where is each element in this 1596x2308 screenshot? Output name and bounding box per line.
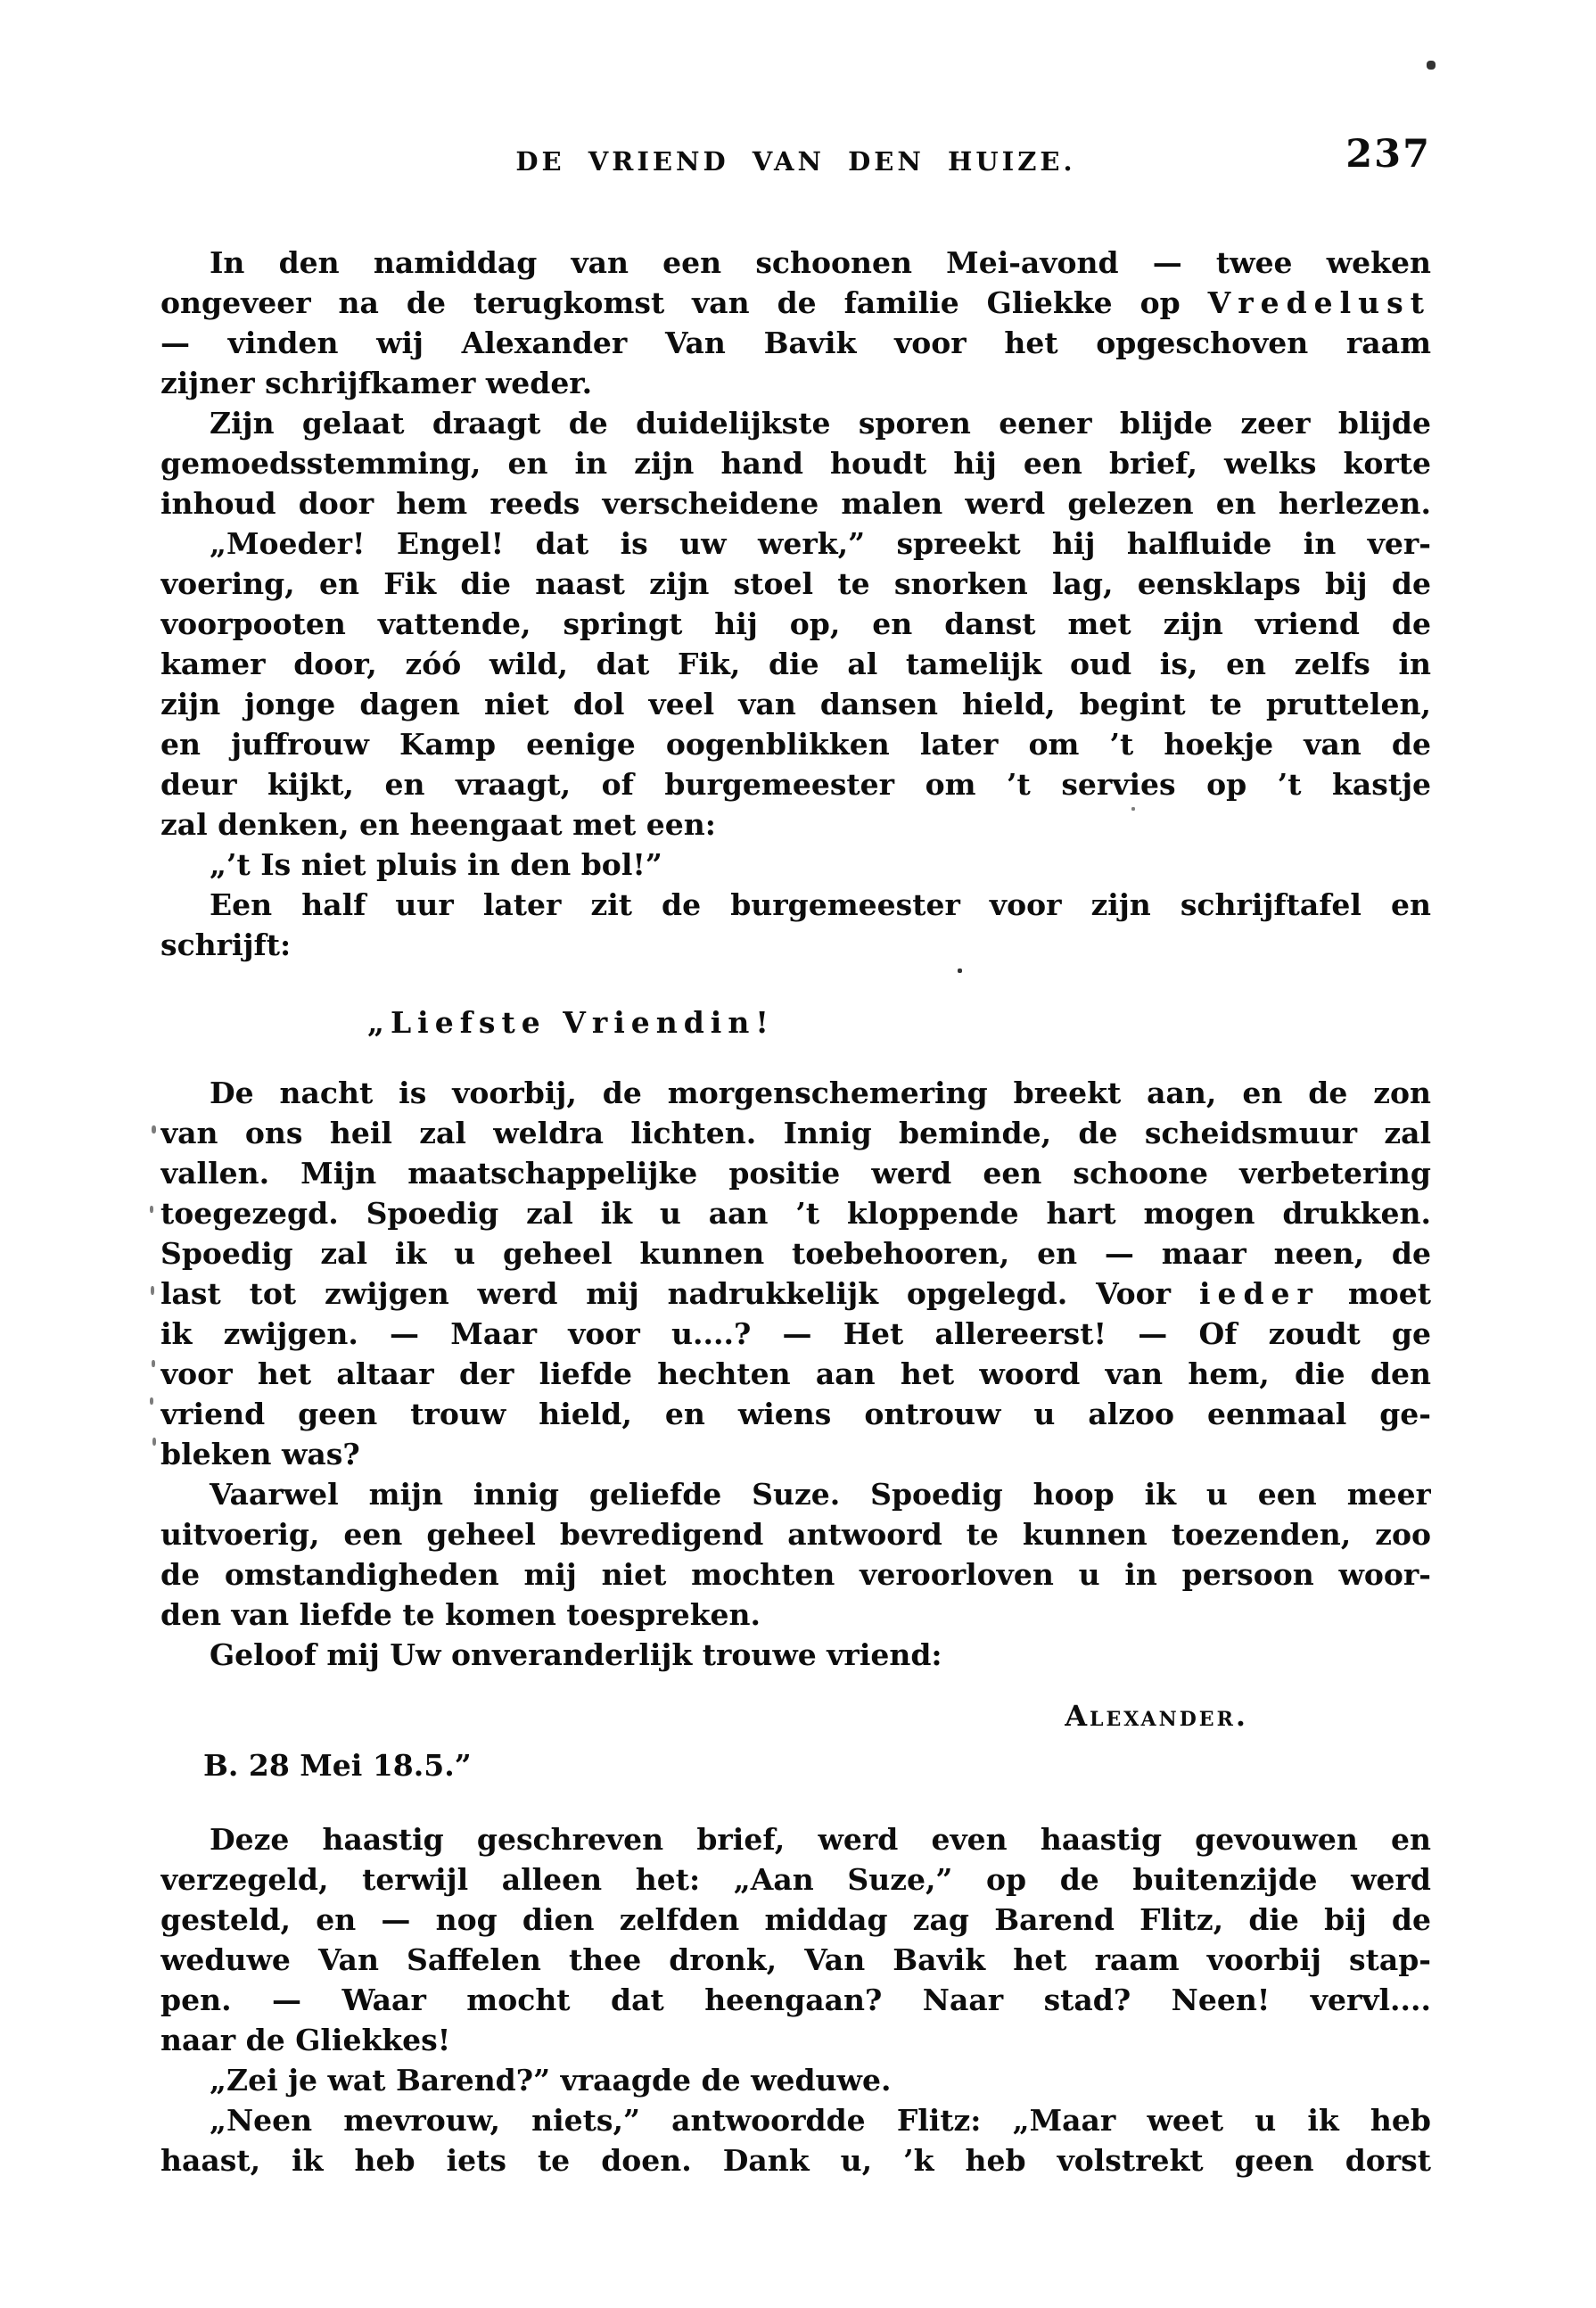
text-line: zijner schrijfkamer weder. bbox=[160, 366, 593, 400]
page-number: 237 bbox=[1345, 132, 1431, 177]
paragraph bbox=[160, 403, 1431, 523]
text-line: de omstandigheden mij niet mochten veroorloven u in persoon woor- bbox=[160, 1557, 1431, 1592]
text-line: „’t Is niet pluis in den bol!” bbox=[210, 847, 662, 882]
text-line: Deze haastig geschreven brief, werd even haastig gevouwen en bbox=[210, 1822, 1431, 1857]
paragraph bbox=[160, 2100, 1431, 2180]
paragraph bbox=[160, 885, 1431, 965]
scan-speck bbox=[958, 969, 962, 973]
text-line: „Zei je wat Barend?” vraagde de weduwe. bbox=[210, 2063, 892, 2098]
text-line: In den namiddag van een schoonen Mei-avond — twee weken bbox=[210, 245, 1431, 280]
paragraph bbox=[160, 1819, 1431, 2060]
text-line: „Liefste Vriendin! bbox=[367, 1005, 775, 1040]
letterspaced-word: ieder bbox=[1198, 1276, 1320, 1311]
scan-speck bbox=[1427, 61, 1436, 70]
text-line: — vinden wij Alexander Van Bavik voor het opgeschoven raam bbox=[160, 326, 1431, 360]
text-line: gemoedsstemming, en in zijn hand houdt hij een brief, welks korte bbox=[160, 446, 1431, 481]
text-line: deur kijkt, en vraagt, of burgemeester om ’t servies op ’t kastje bbox=[160, 767, 1431, 802]
text-line: Geloof mij Uw onveranderlijk trouwe vriend: bbox=[210, 1637, 942, 1672]
scan-speck bbox=[151, 1286, 154, 1295]
text-line: voorpooten vattende, springt hij op, en danst met zijn vriend de bbox=[160, 606, 1431, 641]
text-line: en juffrouw Kamp eenige oogenblikken later om ’t hoekje van de bbox=[160, 727, 1431, 762]
text-line: Zijn gelaat draagt de duidelijkste sporen eener blijde zeer blijde bbox=[210, 406, 1431, 441]
running-header bbox=[160, 132, 1431, 187]
text-line: Vaarwel mijn innig geliefde Suze. Spoedig hoop ik u een meer bbox=[210, 1477, 1431, 1512]
paragraph bbox=[160, 243, 1431, 403]
scan-speck bbox=[152, 1438, 156, 1446]
text-line: schrijft: bbox=[160, 927, 292, 962]
scan-speck bbox=[150, 1397, 153, 1405]
paragraph bbox=[160, 1635, 1431, 1675]
letterspaced-word: Vredelust bbox=[1207, 285, 1431, 320]
text-line: voor het altaar der liefde hechten aan het woord van hem, die den bbox=[160, 1356, 1431, 1391]
scan-speck bbox=[1131, 807, 1135, 811]
text-line: naar de Gliekkes! bbox=[160, 2023, 451, 2057]
text-line: verzegeld, terwijl alleen het: „Aan Suze,” op de buitenzijde werd bbox=[160, 1862, 1431, 1897]
text-line: „Neen mevrouw, niets,” antwoordde Flitz: „Maar weet u ik heb bbox=[210, 2103, 1431, 2138]
text-line: ongeveer na de terugkomst van de familie Gliekke op Vredelust bbox=[160, 285, 1431, 320]
text-line: zal denken, en heengaat met een: bbox=[160, 807, 716, 842]
text-line: bleken was? bbox=[160, 1437, 360, 1471]
body-text bbox=[160, 243, 1431, 2180]
paragraph bbox=[160, 1073, 1431, 1474]
text-line: den van liefde te komen toespreken. bbox=[160, 1597, 761, 1632]
salutation bbox=[160, 1002, 1431, 1043]
scan-speck bbox=[150, 1206, 153, 1213]
signature bbox=[160, 1696, 1431, 1736]
text-line: B. 28 Mei 18.5.” bbox=[203, 1748, 472, 1783]
text-line: voering, en Fik die naast zijn stoel te snorken lag, eensklaps bij de bbox=[160, 566, 1431, 601]
text-line: toegezegd. Spoedig zal ik u aan ’t kloppende hart mogen drukken. bbox=[160, 1196, 1431, 1231]
dateline bbox=[160, 1745, 1431, 1785]
text-line: vallen. Mijn maatschappelijke positie werd een schoone verbetering bbox=[160, 1156, 1431, 1191]
text-line: weduwe Van Saffelen thee dronk, Van Bavik het raam voorbij stap- bbox=[160, 1942, 1431, 1977]
text-line: zijn jonge dagen niet dol veel van dansen hield, begint te pruttelen, bbox=[160, 687, 1431, 721]
paragraph bbox=[160, 1474, 1431, 1635]
text-line: ik zwijgen. — Maar voor u....? — Het allereerst! — Of zoudt ge bbox=[160, 1316, 1431, 1351]
text-line: van ons heil zal weldra lichten. Innig beminde, de scheidsmuur zal bbox=[160, 1116, 1431, 1150]
text-line: Een half uur later zit de burgemeester voor zijn schrijftafel en bbox=[210, 887, 1431, 922]
text-line: Spoedig zal ik u geheel kunnen toebehooren, en — maar neen, de bbox=[160, 1236, 1431, 1271]
text-line: „Moeder! Engel! dat is uw werk,” spreekt hij halfluide in ver- bbox=[210, 526, 1431, 561]
text-line: Alexander. bbox=[1065, 1699, 1248, 1733]
paragraph bbox=[160, 2060, 1431, 2100]
text-line: vriend geen trouw hield, en wiens ontrouw u alzoo eenmaal ge- bbox=[160, 1397, 1431, 1431]
text-line: kamer door, zóó wild, dat Fik, die al tamelijk oud is, en zelfs in bbox=[160, 647, 1431, 681]
text-line: pen. — Waar mocht dat heengaan? Naar stad? Neen! vervl.... bbox=[160, 1982, 1431, 2017]
text-line: uitvoerig, een geheel bevredigend antwoord te kunnen toezenden, zoo bbox=[160, 1517, 1431, 1552]
text-line: inhoud door hem reeds verscheidene malen werd gelezen en herlezen. bbox=[160, 486, 1431, 521]
text-line: last tot zwijgen werd mij nadrukkelijk opgelegd. Voor ieder moet bbox=[160, 1276, 1431, 1311]
text-line: De nacht is voorbij, de morgenschemering breekt aan, en de zon bbox=[210, 1076, 1431, 1110]
paragraph bbox=[160, 845, 1431, 885]
text-line: gesteld, en — nog dien zelfden middag zag Barend Flitz, die bij de bbox=[160, 1902, 1431, 1937]
scan-speck bbox=[152, 1125, 156, 1133]
scan-speck bbox=[152, 1360, 155, 1367]
paragraph bbox=[160, 523, 1431, 845]
text-line: haast, ik heb iets te doen. Dank u, ’k heb volstrekt geen dorst bbox=[160, 2143, 1431, 2178]
page-title: DE VRIEND VAN DEN HUIZE. bbox=[515, 146, 1076, 177]
